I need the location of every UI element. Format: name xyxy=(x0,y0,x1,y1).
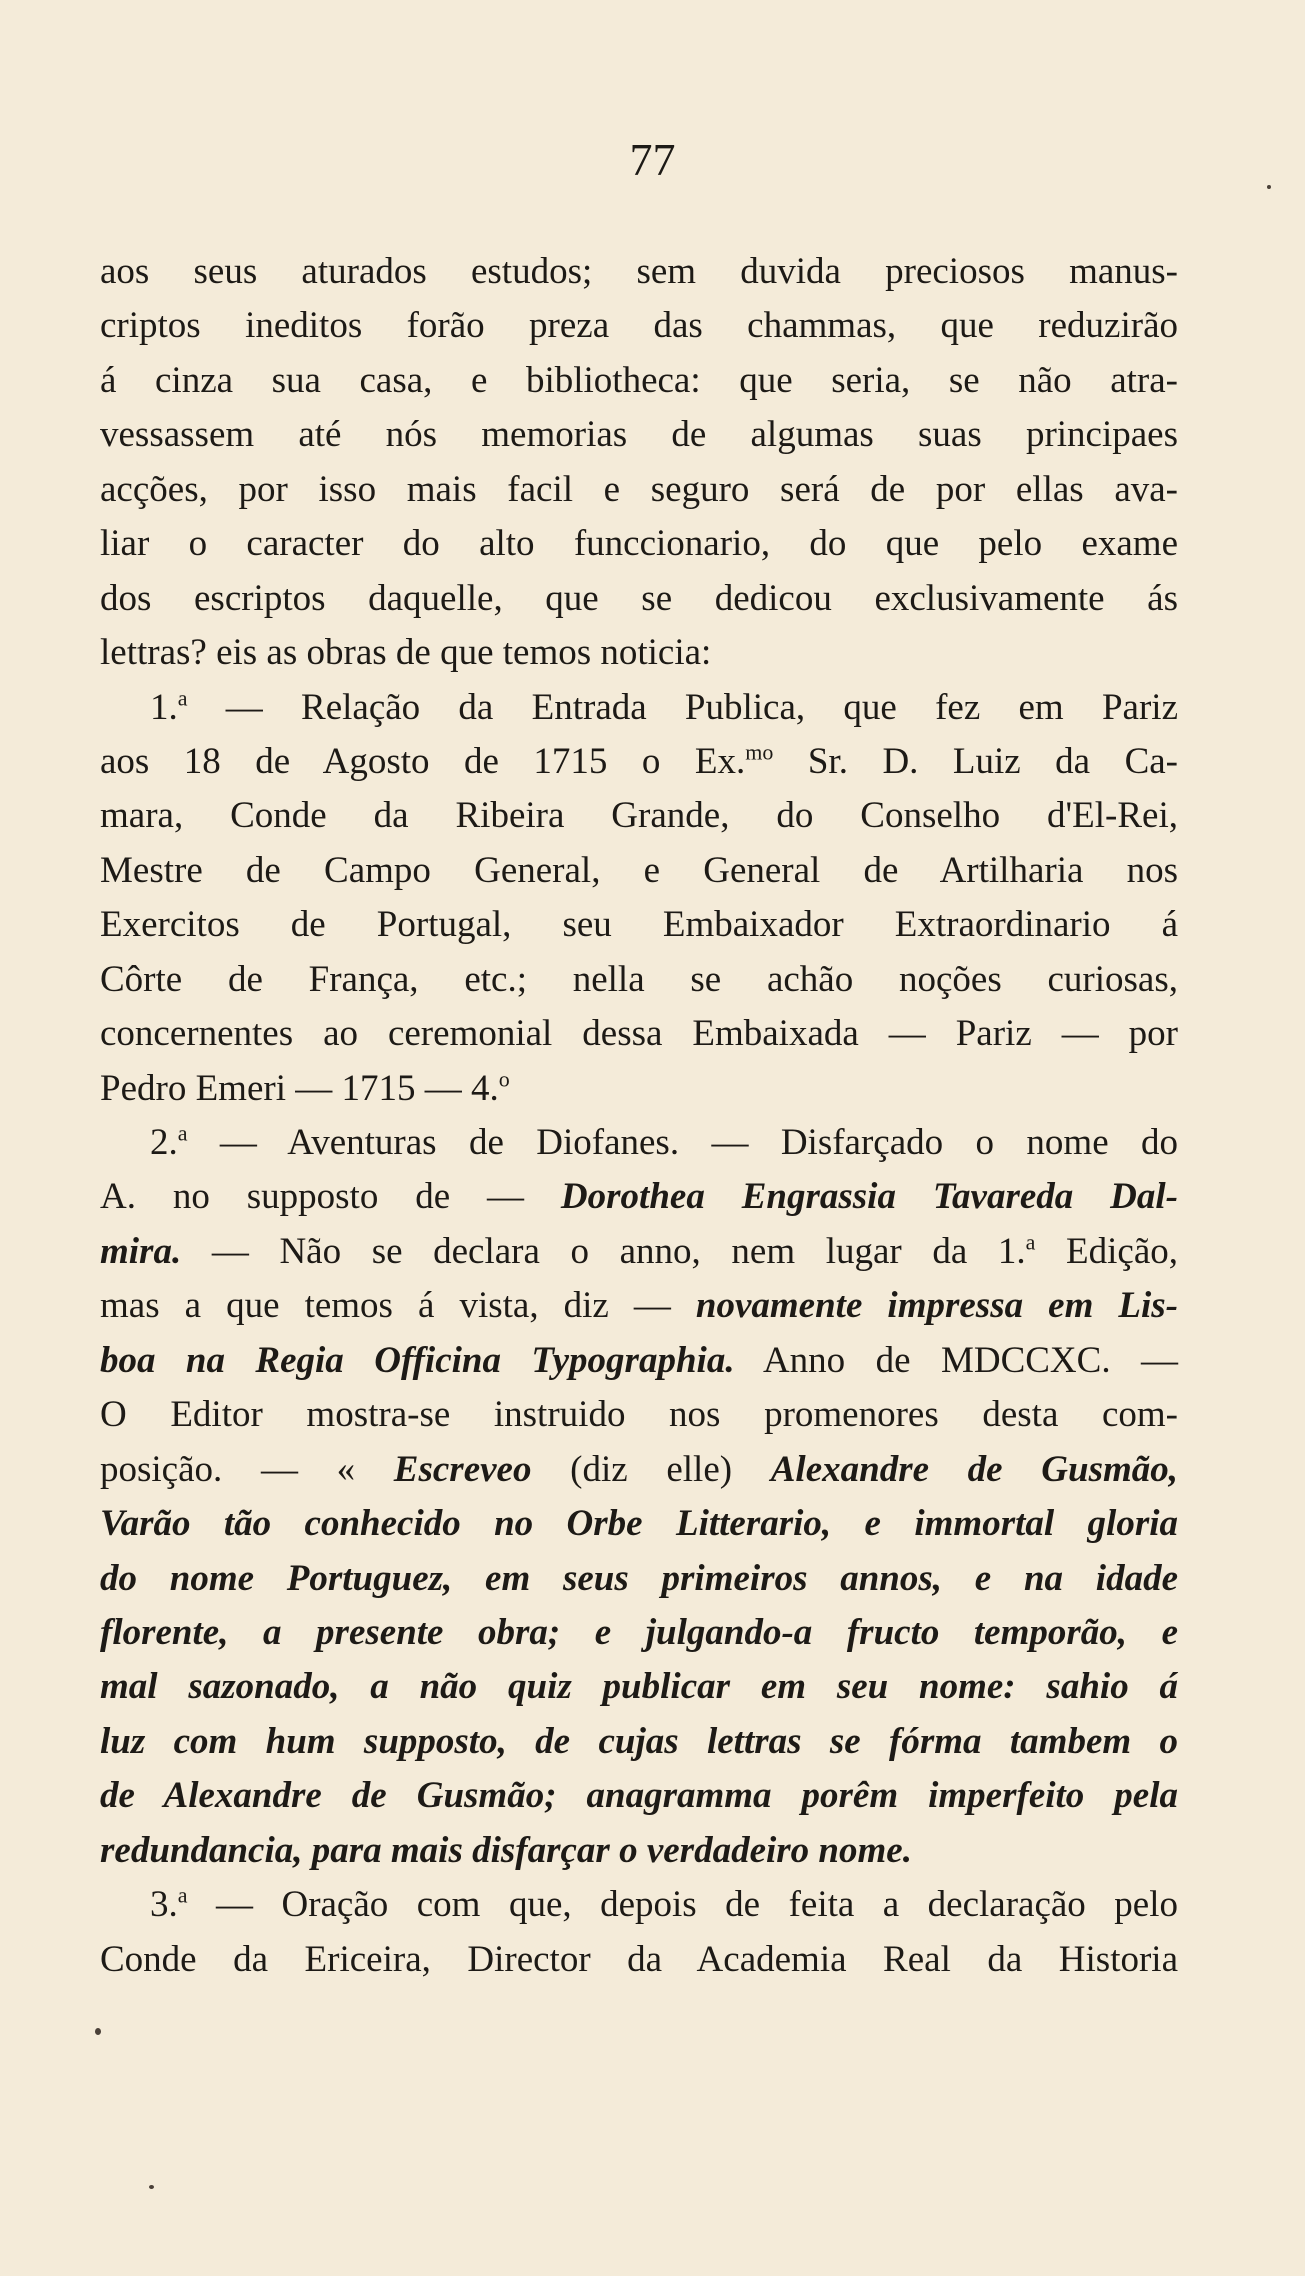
text-run: á cinza sua casa, e bibliotheca: que seria, se não atra- xyxy=(100,359,1178,401)
text-line xyxy=(100,1225,1178,1279)
text-line xyxy=(100,354,1178,408)
body-text xyxy=(100,245,1178,1987)
superscript: a xyxy=(177,685,188,711)
italic-text: mira. xyxy=(100,1230,182,1272)
text-run: concernentes ao ceremonial dessa Embaixada — Pariz — por xyxy=(100,1013,1178,1055)
text-line xyxy=(100,1552,1178,1606)
text-line xyxy=(100,681,1178,735)
superscript: mo xyxy=(745,739,774,765)
italic-text: de Alexandre de Gusmão; anagramma porêm imperfeito pela xyxy=(100,1775,1178,1817)
text-line xyxy=(100,626,1178,680)
print-speck xyxy=(95,2028,101,2035)
text-run: vessassem até nós memorias de algumas suas principaes xyxy=(100,414,1178,456)
text-run: Sr. D. Luiz da Ca- xyxy=(773,740,1179,782)
text-line xyxy=(100,463,1178,517)
text-line xyxy=(100,1062,1178,1116)
text-run: aos 18 de Agosto de 1715 o Ex. xyxy=(100,740,746,782)
text-line xyxy=(100,1878,1178,1932)
text-line xyxy=(100,1933,1178,1987)
text-run: liar o caracter do alto funccionario, do que pelo exame xyxy=(100,523,1178,565)
text-run: aos seus aturados estudos; sem duvida preciosos manus- xyxy=(100,251,1178,292)
text-line xyxy=(100,1007,1178,1061)
text-line xyxy=(100,572,1178,626)
text-line xyxy=(100,1443,1178,1497)
italic-text: luz com hum supposto, de cujas lettras se fórma tambem o xyxy=(100,1720,1178,1762)
text-line xyxy=(100,1116,1178,1170)
superscript: o xyxy=(498,1066,510,1092)
text-run: acções, por isso mais facil e seguro será de por ellas ava- xyxy=(100,468,1178,510)
text-line xyxy=(100,789,1178,843)
italic-text: Varão tão conhecido no Orbe Litterario, e immortal gloria xyxy=(100,1503,1178,1545)
italic-text: Escreveo xyxy=(393,1448,532,1490)
text-line xyxy=(100,1715,1178,1769)
text-line xyxy=(100,245,1178,299)
italic-text: mal sazonado, a não quiz publicar em seu nome: sahio á xyxy=(100,1666,1178,1708)
text-run: Côrte de França, etc.; nella se achão noções curiosas, xyxy=(100,958,1178,1000)
text-line xyxy=(100,1769,1178,1823)
text-run: 3. xyxy=(150,1884,178,1926)
text-run: Pedro Emeri — 1715 — 4. xyxy=(100,1067,499,1109)
text-line xyxy=(100,1660,1178,1714)
text-line xyxy=(100,1824,1178,1878)
italic-text: redundancia, para mais disfarçar o verdadeiro nome. xyxy=(100,1829,912,1871)
text-run: dos escriptos daquelle, que se dedicou exclusivamente ás xyxy=(100,577,1178,619)
text-run: Edição, xyxy=(1035,1230,1178,1272)
text-run: lettras? eis as obras de que temos noticia: xyxy=(100,632,712,674)
text-run: criptos ineditos forão preza das chammas, que reduzirão xyxy=(100,305,1178,347)
text-line xyxy=(100,517,1178,571)
text-line xyxy=(100,1170,1178,1224)
text-line xyxy=(100,1334,1178,1388)
text-run: Anno de MDCCXC. — xyxy=(734,1339,1178,1381)
text-run: Conde da Ericeira, Director da Academia Real da Historia xyxy=(100,1938,1178,1980)
italic-text: novamente impressa em Lis- xyxy=(695,1285,1178,1327)
text-run: mara, Conde da Ribeira Grande, do Conselho d'El-Rei, xyxy=(100,795,1178,837)
text-line xyxy=(100,1279,1178,1333)
text-run: posição. — « xyxy=(100,1448,394,1490)
print-speck xyxy=(1267,185,1271,189)
superscript: a xyxy=(177,1882,188,1908)
italic-text: Alexandre de Gusmão, xyxy=(770,1448,1179,1490)
superscript: a xyxy=(1025,1229,1036,1255)
text-run: O Editor mostra-se instruido nos promenores desta com- xyxy=(100,1394,1178,1436)
italic-text: do nome Portuguez, em seus primeiros annos, e na idade xyxy=(100,1557,1178,1599)
text-run: 1. xyxy=(150,686,178,728)
italic-text: florente, a presente obra; e julgando-a fructo temporão, e xyxy=(100,1611,1178,1653)
text-run: — Aventuras de Diofanes. — Disfarçado o nome do xyxy=(187,1122,1178,1163)
text-run: 2. xyxy=(150,1122,178,1163)
text-run: (diz elle) xyxy=(531,1448,771,1490)
text-run: — Não se declara o anno, nem lugar da 1. xyxy=(181,1230,1026,1272)
text-run: Mestre de Campo General, e General de Artilharia nos xyxy=(100,849,1178,891)
text-line xyxy=(100,1606,1178,1660)
italic-text: boa na Regia Officina Typographia. xyxy=(100,1339,735,1381)
print-speck xyxy=(149,2185,154,2189)
text-line xyxy=(100,844,1178,898)
superscript: a xyxy=(177,1120,188,1146)
text-line xyxy=(100,953,1178,1007)
text-line xyxy=(100,735,1178,789)
text-run: Exercitos de Portugal, seu Embaixador Extraordinario á xyxy=(100,904,1178,946)
italic-text: Dorothea Engrassia Tavareda Dal- xyxy=(560,1176,1178,1218)
text-line xyxy=(100,1497,1178,1551)
text-run: — Oração com que, depois de feita a declaração pelo xyxy=(187,1884,1178,1926)
text-run: A. no supposto de — xyxy=(100,1176,561,1218)
page-number: 77 xyxy=(629,134,676,185)
text-run: — Relação da Entrada Publica, que fez em Pariz xyxy=(187,686,1178,728)
text-line xyxy=(100,898,1178,952)
text-line xyxy=(100,408,1178,462)
text-run: mas a que temos á vista, diz — xyxy=(100,1285,696,1327)
text-line xyxy=(100,299,1178,353)
text-line xyxy=(100,1388,1178,1442)
